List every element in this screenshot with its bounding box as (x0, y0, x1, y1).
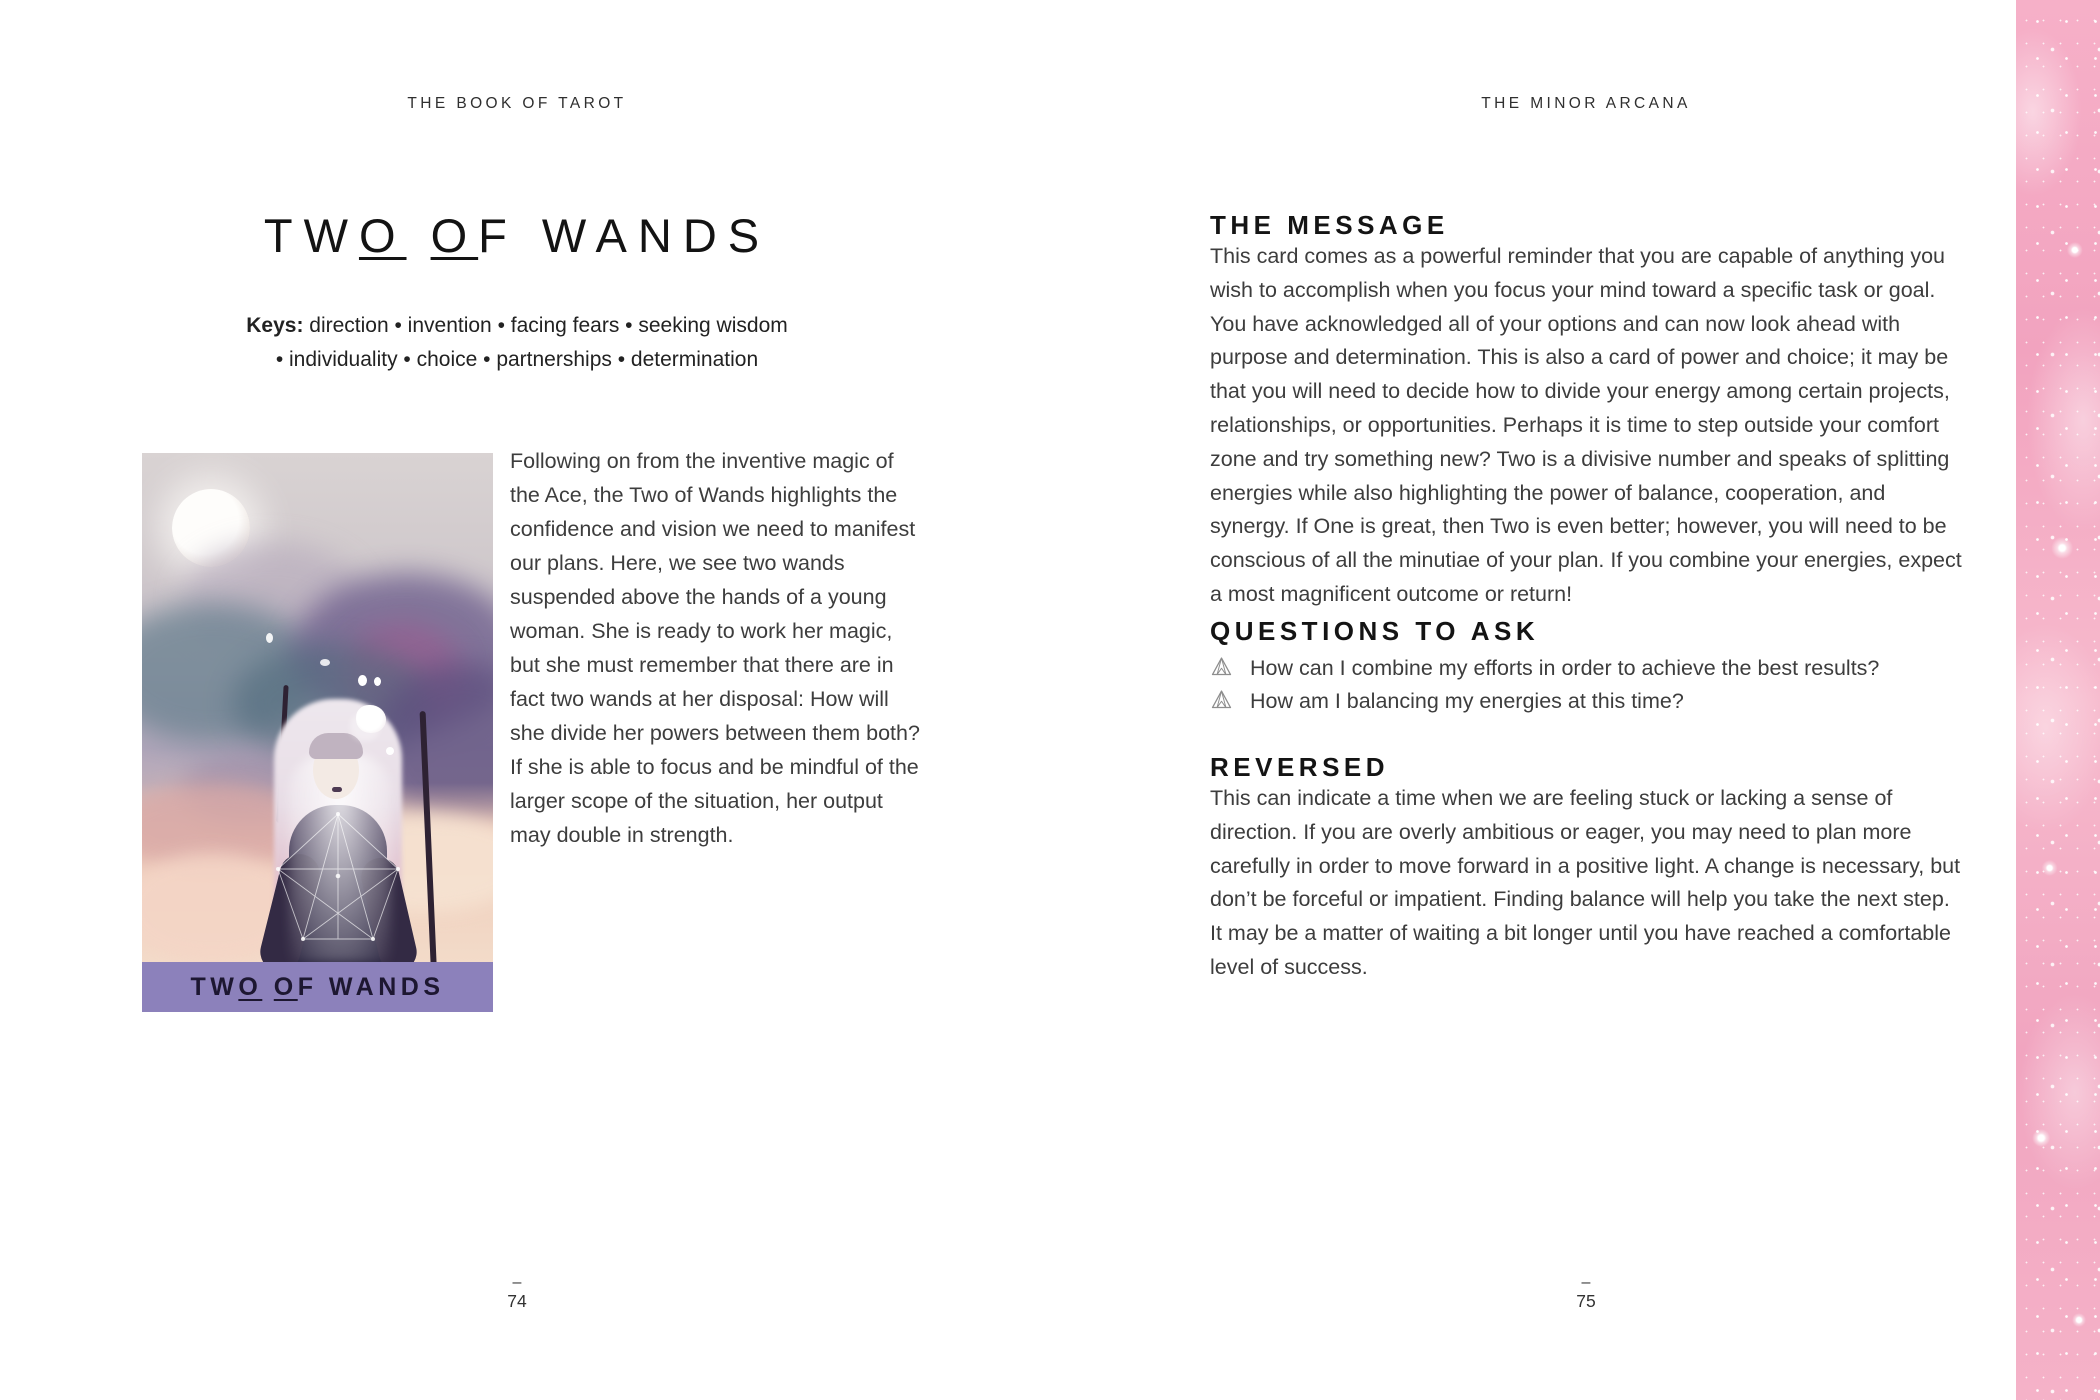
question-item (1210, 652, 1962, 685)
running-head-left: THE BOOK OF TAROT (407, 95, 627, 112)
sparkle-dot (374, 677, 381, 686)
pink-sparkle-strip (2016, 0, 2100, 1400)
folio-dash: – (1581, 1274, 1591, 1291)
keys-line-2: • individuality • choice • partnerships • determination (275, 348, 759, 371)
section-heading-the-message: THE MESSAGE (1210, 210, 1449, 240)
folio-number: 74 (507, 1291, 527, 1311)
keys-block (0, 309, 1034, 377)
tarot-card-artwork (142, 453, 493, 962)
triangle-bullet-icon (1210, 688, 1233, 711)
right-page (1210, 0, 1962, 1400)
question-text: How can I combine my efforts in order to achieve the best results? (1250, 656, 1880, 680)
geometric-lines-overlay (258, 809, 418, 949)
sparkle-dot (266, 633, 273, 643)
folio-number: 75 (1576, 1291, 1596, 1311)
page-number-right (1210, 1276, 1962, 1312)
reversed-paragraph: This can indicate a time when we are feeling stuck or lacking a sense of direction. If you are overly ambitious or eager, you may need to plan more carefully in order to move forward in a positive light. A change is necessary, but don’t be forceful or impatient. Finding balance will help you take the next step. It may be a matter of waiting a bit longer until you have reached a comfortable level of success. (1210, 786, 1961, 979)
page-title: TWO OF WANDS (263, 209, 771, 262)
triangle-bullet-icon (1210, 655, 1233, 678)
folio-dash: – (512, 1274, 522, 1291)
card-caption: TWO OF WANDS (142, 962, 493, 1012)
sparkle-dot (386, 747, 394, 755)
keys-line-1 (0, 309, 1034, 343)
question-text: How am I balancing my energies at this time? (1250, 689, 1684, 713)
sparkle-dot (320, 659, 330, 666)
sparkle-dot (358, 675, 367, 686)
hair-flower (356, 705, 386, 733)
keys-label: Keys: (246, 314, 304, 337)
page-number-left (0, 1276, 1034, 1312)
intro-paragraph: Following on from the inventive magic of the Ace, the Two of Wands highlights the confidence and vision we need to manifest our plans. Here, we see two wands suspended above the hands of a young woman. She is ready to work her magic, but she must remember that there are in fact two wands at her disposal: How will she divide her powers between them both? If she is able to focus and be mindful of the larger scope of the situation, her output may double in strength. (510, 449, 920, 847)
questions-list (1210, 652, 1962, 718)
section-heading-questions-to-ask: QUESTIONS TO ASK (1210, 616, 1540, 646)
woman-lips (332, 787, 342, 792)
keys-text-1: direction • invention • facing fears • seeking wisdom (309, 314, 788, 337)
message-paragraph: This card comes as a powerful reminder that you are capable of anything you wish to accomplish when you focus your mind toward a specific task or goal. You have acknowledged all of your options and can now look ahead with purpose and determination. This is also a card of power and choice; it may be that you will need to decide how to divide your energy among certain projects, relationships, or opportunities. Perhaps it is time to step outside your comfort zone and try something new? Two is a divisive number and speaks of splitting energies while also highlighting the power of balance, cooperation, and synergy. If One is great, then Two is even better; however, you will need to be conscious of all the minutiae of your plan. If you combine your energies, expect a most magnificent outcome or return! (1210, 244, 1962, 606)
tarot-card (142, 453, 493, 1012)
woman-bangs (309, 733, 363, 759)
left-page (0, 0, 1034, 1400)
question-item (1210, 685, 1962, 718)
section-heading-reversed: REVERSED (1210, 752, 1390, 782)
running-head-right: THE MINOR ARCANA (1481, 95, 1691, 112)
